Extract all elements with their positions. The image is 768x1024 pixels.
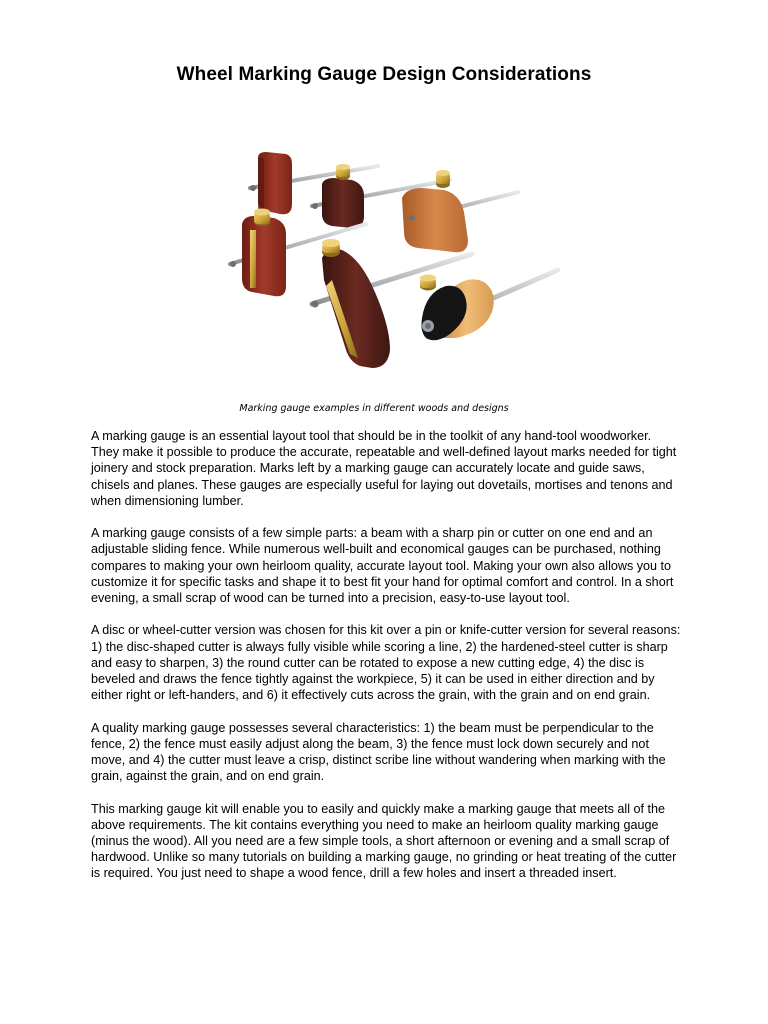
paragraph: A disc or wheel-cutter version was chosen for this kit over a pin or knife-cutter version for several reasons: 1) the disc-shaped cutter is always fully visible while scoring a line, 2) the hardened-steel cutter is sharp and easy to sharpen, 3) the round cutter can be rotated to expose a new cutting edge, 4) the disc is beveled and draws the fence tightly against the workpiece, 5) it can be used in either direction and by either right or left-handers, and 6) it effectively cuts across the grain, with the grain and on end grain. [91,623,681,703]
paragraph: A marking gauge consists of a few simple parts: a beam with a sharp pin or cutter on one end and an adjustable sliding fence. While numerous well-built and economical gauges can be purchased, nothing compares to making your own heirloom quality, accurate layout tool. Making your own also allows you to customize it for specific tasks and shape it to best fit your hand for optimal comfort and control. In a short evening, a small scrap of wood can be turned into a precision, easy-to-use layout tool. [91,526,674,606]
body-text [91,428,681,898]
paragraph: A marking gauge is an essential layout tool that should be in the toolkit of any hand-tool woodworker. They make it possible to produce the accurate, repeatable and well-defined layout marks needed for tight joinery and stock preparation. Marks left by a marking gauge can accurately locate and guide saws, chisels and planes. These gauges are especially useful for laying out dovetails, mortises and tenons and when dimensioning lumber. [91,429,677,508]
paragraph: A quality marking gauge possesses several characteristics: 1) the beam must be perpendicular to the fence, 2) the fence must easily adjust along the beam, 3) the fence must lock down securely and not move, and 4) the cutter must leave a crisp, distinct scribe line without wandering when marking with the grain, against the grain, and on end grain. [91,720,666,784]
document-title: Wheel Marking Gauge Design Considerations [176,64,592,85]
gauge-maple-ebony [420,270,558,340]
figure-caption: Marking gauge examples in different woods and designs [239,403,509,414]
marking-gauges-photo [200,140,580,390]
gauge-cherry [402,170,518,252]
paragraph: This marking gauge kit will enable you to easily and quickly make a marking gauge that meets all of the above requirements. The kit contains everything you need to make an heirloom quality marking gauge (minus the wood). All you need are a few simple tools, a short afternoon or evening and a small scrap of hardwood. Unlike so many tutorials on building a marking gauge, no grinding or heat treating of the cutter is required. You just need to shape a wood fence, drill a few holes and insert a threaded insert. [91,801,677,881]
